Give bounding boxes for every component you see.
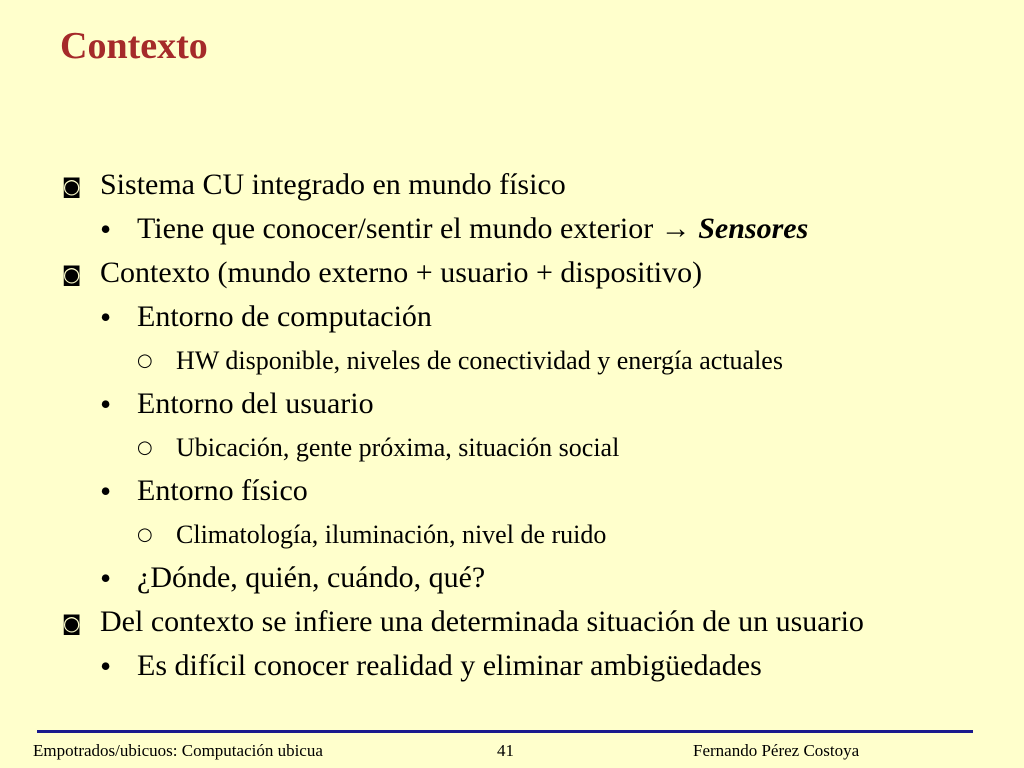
bullet-item-1 [0,163,1024,207]
bullet-text [137,207,808,251]
bullet-list [0,163,1024,688]
bullet-item-7 [0,426,1024,469]
dot-bullet-icon: • [100,560,112,596]
square-bullet-icon: ◙ [62,174,82,198]
bullet-text: Entorno del usuario [137,387,374,420]
bullet-text-main: Tiene que conocer/sentir el mundo exterior → [137,212,699,245]
circle-bullet-icon: ○ [137,524,153,545]
footer-divider [37,730,973,733]
bullet-text: Es difícil conocer realidad y eliminar ambigüedades [137,649,762,682]
bullet-text: Sistema CU integrado en mundo físico [100,168,566,201]
slide-title: Contexto [60,25,208,67]
square-bullet-icon: ◙ [62,262,82,286]
circle-bullet-icon: ○ [137,437,153,458]
dot-bullet-icon: • [100,386,112,422]
bullet-item-10 [0,556,1024,600]
dot-bullet-icon: • [100,211,112,247]
footer-page-number: 41 [497,741,514,760]
bullet-item-12 [0,644,1024,688]
square-bullet-icon: ◙ [62,611,82,635]
bullet-item-5 [0,339,1024,382]
bullet-text: ¿Dónde, quién, cuándo, qué? [137,561,486,594]
dot-bullet-icon: • [100,473,112,509]
bullet-text: HW disponible, niveles de conectividad y energía actuales [176,346,783,375]
footer-course-title: Empotrados/ubicuos: Computación ubicua [33,741,323,760]
bullet-text: Entorno físico [137,474,308,507]
bullet-item-8 [0,469,1024,513]
bullet-text-emphasis: Sensores [698,212,809,245]
bullet-text: Entorno de computación [137,300,432,333]
bullet-item-11 [0,600,1024,644]
footer-author: Fernando Pérez Costoya [693,741,860,760]
bullet-text: Climatología, iluminación, nivel de ruido [176,520,607,549]
bullet-text: Del contexto se infiere una determinada situación de un usuario [100,605,864,638]
bullet-text: Contexto (mundo externo + usuario + dispositivo) [100,256,703,289]
bullet-item-4 [0,295,1024,339]
dot-bullet-icon: • [100,648,112,684]
bullet-item-3 [0,251,1024,295]
bullet-item-6 [0,382,1024,426]
bullet-item-9 [0,513,1024,556]
bullet-item-2 [0,207,1024,251]
dot-bullet-icon: • [100,299,112,335]
bullet-text: Ubicación, gente próxima, situación social [176,433,620,462]
circle-bullet-icon: ○ [137,350,153,371]
